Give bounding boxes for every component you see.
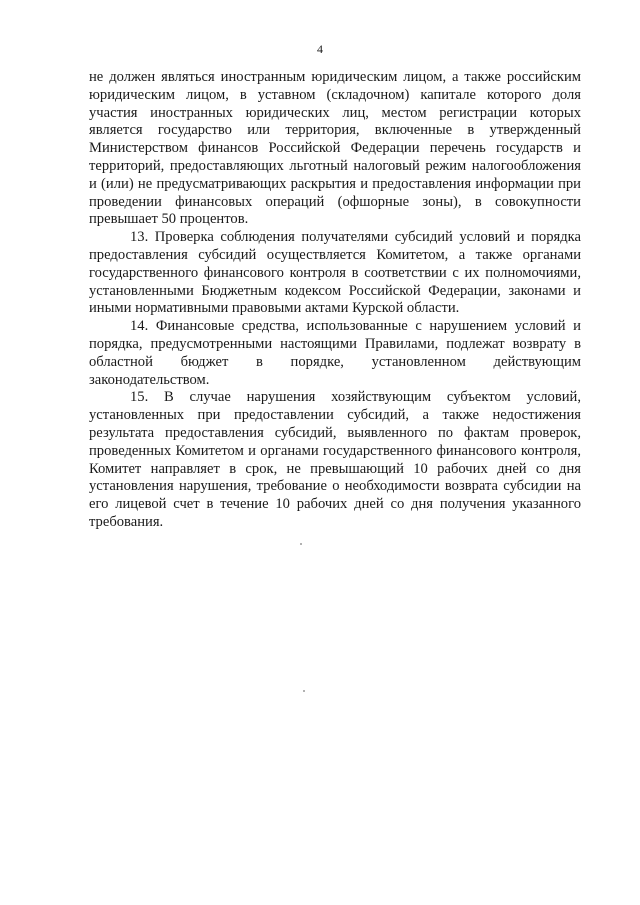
scan-speck [300, 543, 302, 545]
document-body [89, 69, 581, 532]
paragraph-15: 15. В случае нарушения хозяйствующим субъектом условий, установленных при предоставлении субсидий, а также недостижения результата предоставления субсидий, выявленного по фактам проверок, проведенных Комитетом и органами государственного финансового контроля, Комитет направляет в срок, не превышающий 10 рабочих дней со дня установления нарушения, требование о необходимости возврата субсидии на его лицевой счет в течение 10 рабочих дней со дня получения указанного требования. [89, 389, 581, 530]
page-number: 4 [317, 42, 323, 56]
scan-speck [303, 690, 305, 692]
paragraph-13: 13. Проверка соблюдения получателями субсидий условий и порядка предоставления субсидий осуществляется Комитетом, а также органами государственного финансового контроля в соответствии с их полномочиями, установленными Бюджетным кодексом Российской Федерации, законами и иными нормативными правовыми актами Курской области. [89, 229, 581, 317]
paragraph-14: 14. Финансовые средства, использованные с нарушением условий и порядка, предусмотренными настоящими Правилами, подлежат возврату в областной бюджет в порядке, установленном действующим законодательством. [89, 318, 581, 388]
paragraph-continuation: не должен являться иностранным юридическим лицом, а также российским юридическим лицом, в уставном (складочном) капитале которого доля участия иностранных юридических лиц, местом регистрации которых является государство или территория, включенные в утвержденный Министерством финансов Российской Федерации перечень государств и территорий, предоставляющих льготный налоговый режим налогообложения и (или) не предусматривающих раскрытия и предоставления информации при проведении финансовых операций (офшорные зоны), в совокупности превышает 50 процентов. [89, 69, 581, 228]
